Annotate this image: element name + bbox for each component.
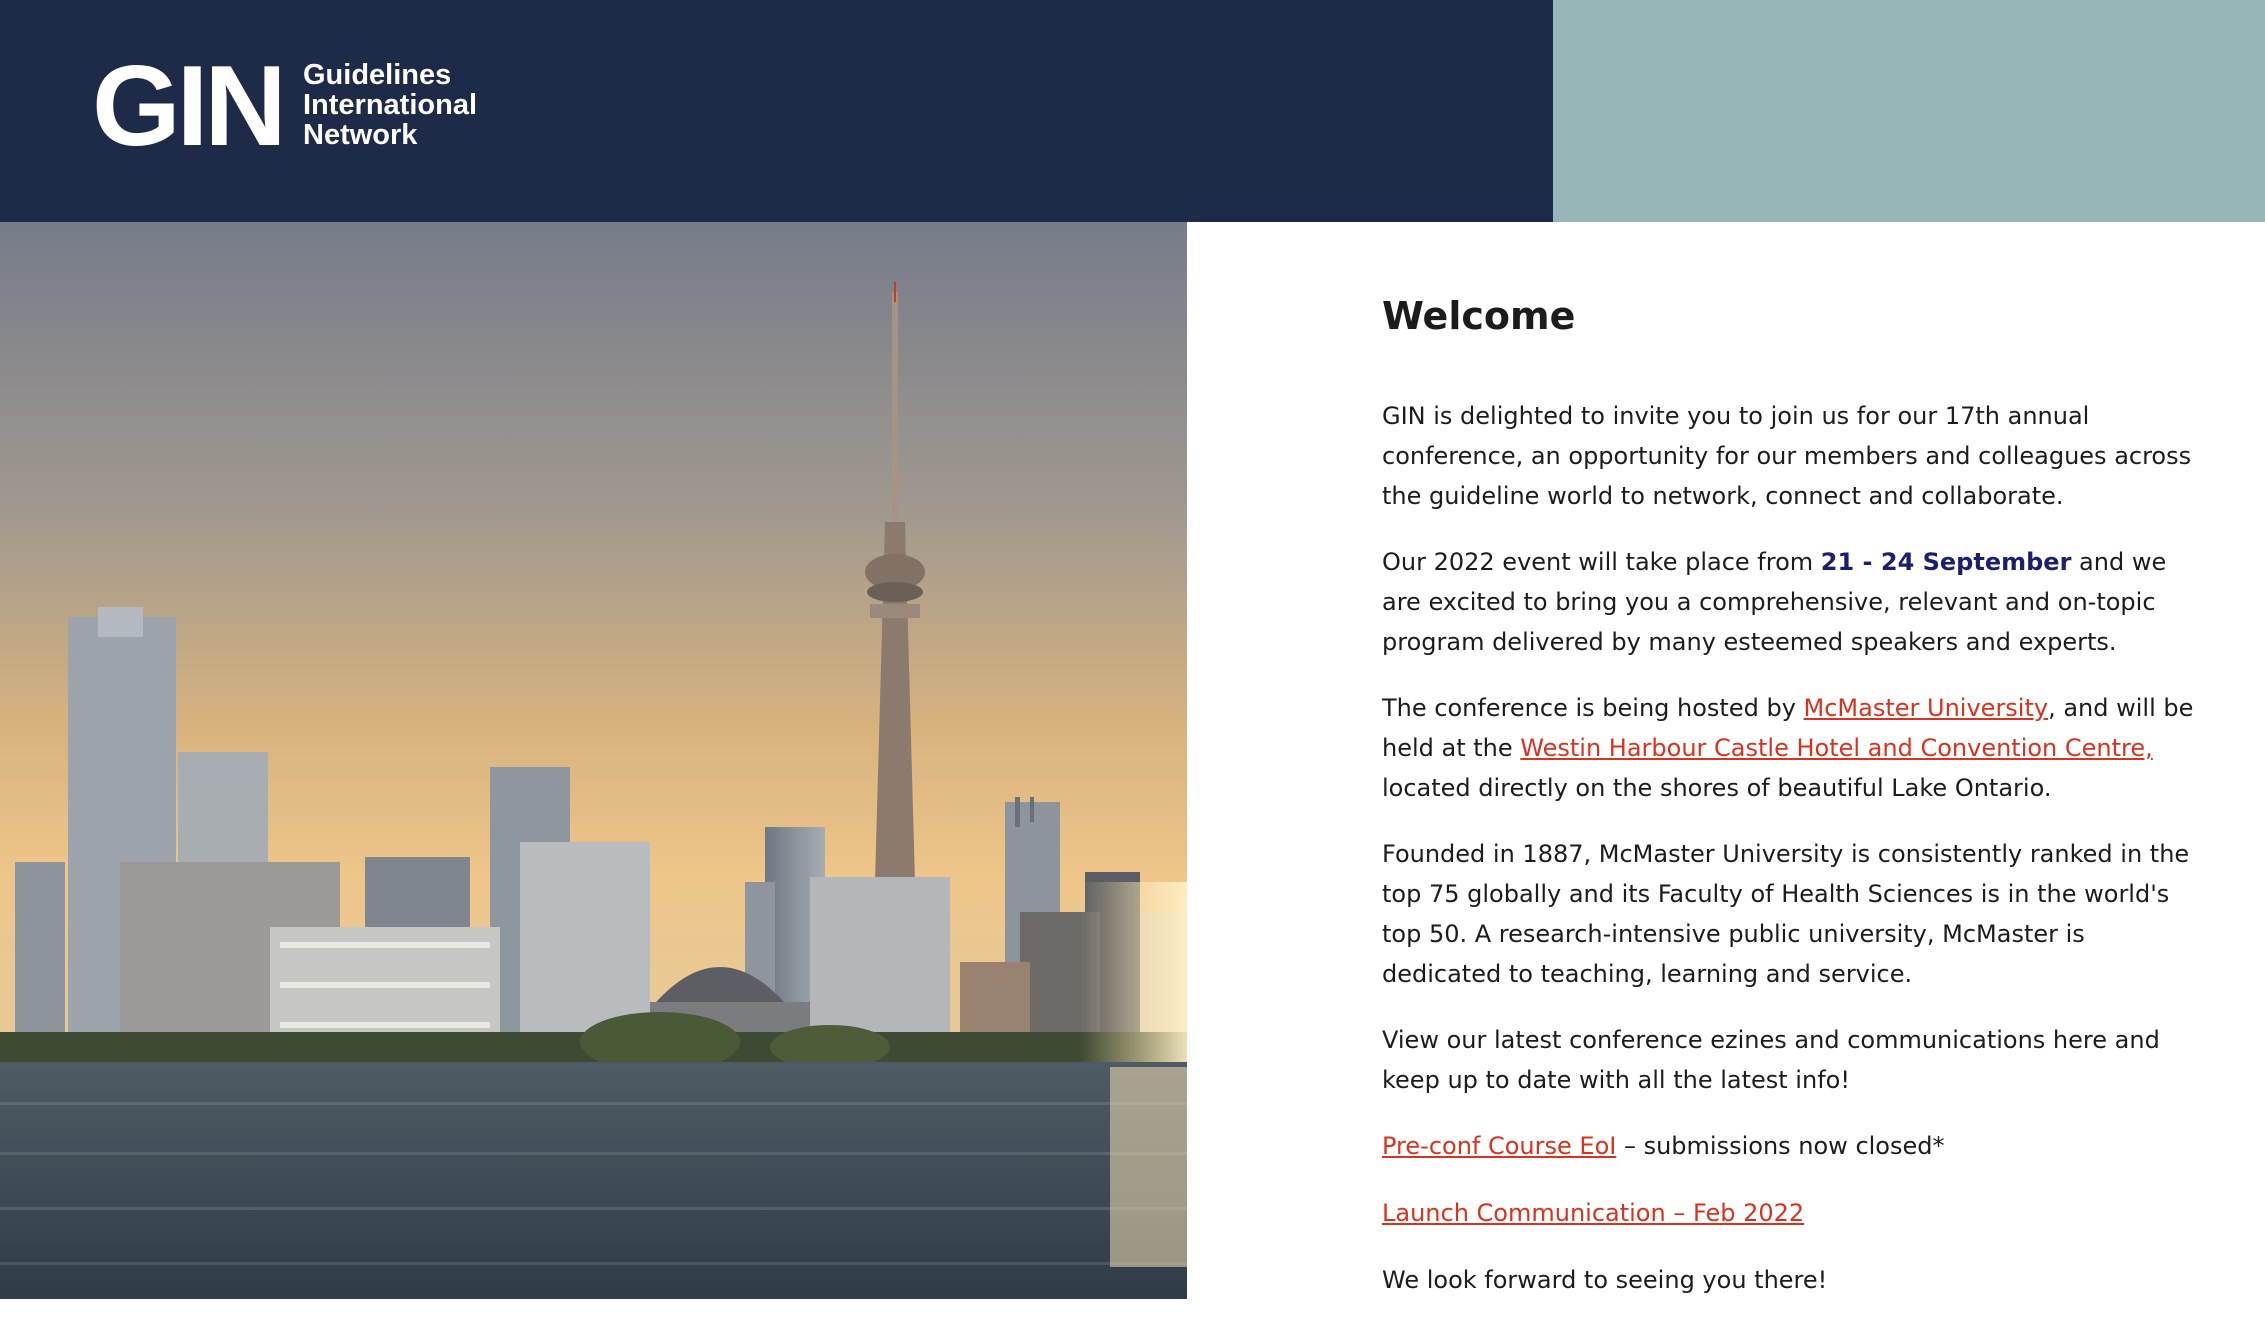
mcmaster-university-link[interactable]: McMaster University — [1803, 694, 2049, 722]
welcome-section — [1382, 290, 2202, 1327]
preconf-status: – submissions now closed* — [1616, 1132, 1945, 1160]
header-menu-panel — [1553, 0, 2265, 222]
host-text-before: The conference is being hosted by — [1382, 694, 1804, 722]
event-date-text-after: and we are excited to bring you a comprehensive, relevant and on-topic program delivered by many esteemed speakers and experts. — [1382, 548, 2167, 656]
host-text-after: located directly on the shores of beautiful Lake Ontario. — [1382, 774, 2052, 802]
launch-communication-link[interactable]: Launch Communication – Feb 2022 — [1382, 1199, 1805, 1227]
closing-paragraph: We look forward to seeing you there! — [1382, 1266, 1828, 1294]
logo-line-1: Guidelines — [303, 59, 452, 91]
mcmaster-paragraph: Founded in 1887, McMaster University is consistently ranked in the top 75 globally and its Faculty of Health Sciences is in the world's top 50. A research-intensive public university, McMaster is dedicated to teaching, learning and service. — [1382, 840, 2190, 988]
launch-paragraph — [1382, 1193, 2202, 1233]
logo-wordmark — [303, 60, 477, 150]
event-date-paragraph — [1382, 542, 2202, 662]
preconf-paragraph — [1382, 1126, 2202, 1166]
ezines-paragraph: View our latest conference ezines and communications here and keep up to date with all the latest info! — [1382, 1026, 2160, 1094]
site-header — [0, 0, 1553, 222]
intro-paragraph: GIN is delighted to invite you to join us for our 17th annual conference, an opportunity for our members and colleagues across the guideline world to network, connect and collaborate. — [1382, 402, 2192, 510]
westin-harbour-castle-link[interactable]: Westin Harbour Castle Hotel and Convention Centre, — [1520, 734, 2153, 762]
logo-mark: GIN — [92, 43, 283, 170]
toronto-skyline-photo — [0, 222, 1187, 1299]
preconf-course-eoi-link[interactable]: Pre-conf Course EoI — [1382, 1132, 1617, 1160]
event-date: 21 - 24 September — [1820, 548, 2072, 576]
host-paragraph — [1382, 688, 2202, 808]
host-text-middle: , and will be held at the — [1382, 694, 2194, 762]
event-date-text-before: Our 2022 event will take place from — [1382, 548, 1821, 576]
logo-line-3: Network — [303, 119, 418, 151]
logo-line-2: International — [303, 89, 478, 121]
welcome-heading: Welcome — [1382, 294, 1576, 338]
